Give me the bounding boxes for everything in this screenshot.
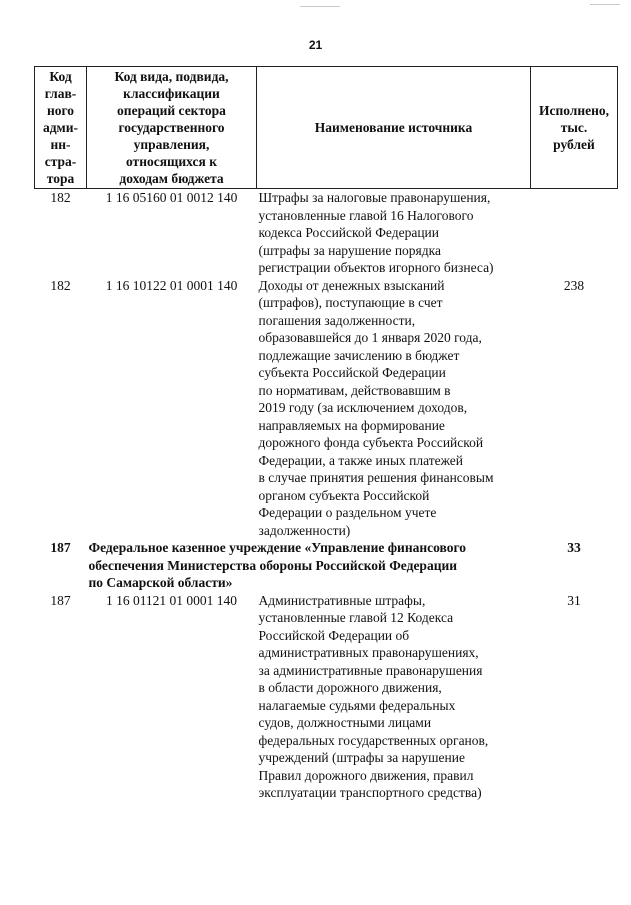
admin-code-cell: 187 (50, 592, 71, 608)
header-admin-code: Код глав- ного адми- нн- стра- тора (35, 67, 87, 189)
amount-cell: 238 (563, 277, 585, 293)
revenue-table (34, 66, 618, 802)
source-name-cell: Доходы от денежных взысканий (штрафов), поступающие в счет погашения задолженности, образовавшейся до 1 января 2020 года, подлежащие зачислению в бюджет субъекта Российской Федерации по нормативам, действовавшим в 2019 году (за исключением доходов, направляемых на формирование дорожного фонда субъекта Российской Федерации, а также иных платежей в случае принятия решения финансовым органом субъекта Российской Федерации о раздельном учете задолженности) (258, 277, 494, 538)
header-source-name: Наименование источника (257, 67, 531, 189)
admin-code-cell: 187 (50, 540, 71, 555)
amount-cell: 31 (567, 592, 581, 608)
amount-cell: 33 (567, 540, 581, 555)
source-name-cell: Штрафы за налоговые правонарушения, установленные главой 16 Налогового кодекса Российской Федерации (штрафы за нарушение порядка регистрации объектов игорного бизнеса) (258, 190, 494, 275)
table-header-row (35, 67, 618, 189)
admin-code-cell: 182 (50, 190, 71, 205)
agency-name-cell: Федеральное казенное учреждение «Управление финансового обеспечения Министерства обороны Российской Федерации по Самарской области» (88, 540, 467, 590)
classification-code-cell: 1 16 10122 01 0001 140 (105, 277, 238, 293)
classification-code-cell: 1 16 01121 01 0001 140 (105, 592, 238, 608)
classification-code-cell: 1 16 05160 01 0012 140 (105, 190, 238, 205)
table-row (35, 592, 618, 802)
page-number: 21 (308, 38, 323, 52)
table-row (35, 277, 618, 540)
agency-row (35, 539, 618, 592)
amount-cell (531, 189, 618, 277)
scan-artifact-top-right (590, 4, 620, 5)
source-name-cell: Административные штрафы, установленные главой 12 Кодекса Российской Федерации об административных правонарушениях, за административные правонарушения в области дорожного движения, налагаемые судьями федеральных судов, должностными лицами федеральных государственных органов, учреждений (штрафы за нарушение Правил дорожного движения, правил эксплуатации транспортного средства) (258, 592, 489, 800)
header-classification-code: Код вида, подвида, классификации операций сектора государственного управления, относящихся к доходам бюджета (87, 67, 257, 189)
admin-code-cell: 182 (50, 277, 71, 293)
table-row (35, 189, 618, 277)
scan-artifact-top-left (300, 6, 340, 7)
header-executed-amount: Исполнено, тыс. рублей (531, 67, 618, 189)
